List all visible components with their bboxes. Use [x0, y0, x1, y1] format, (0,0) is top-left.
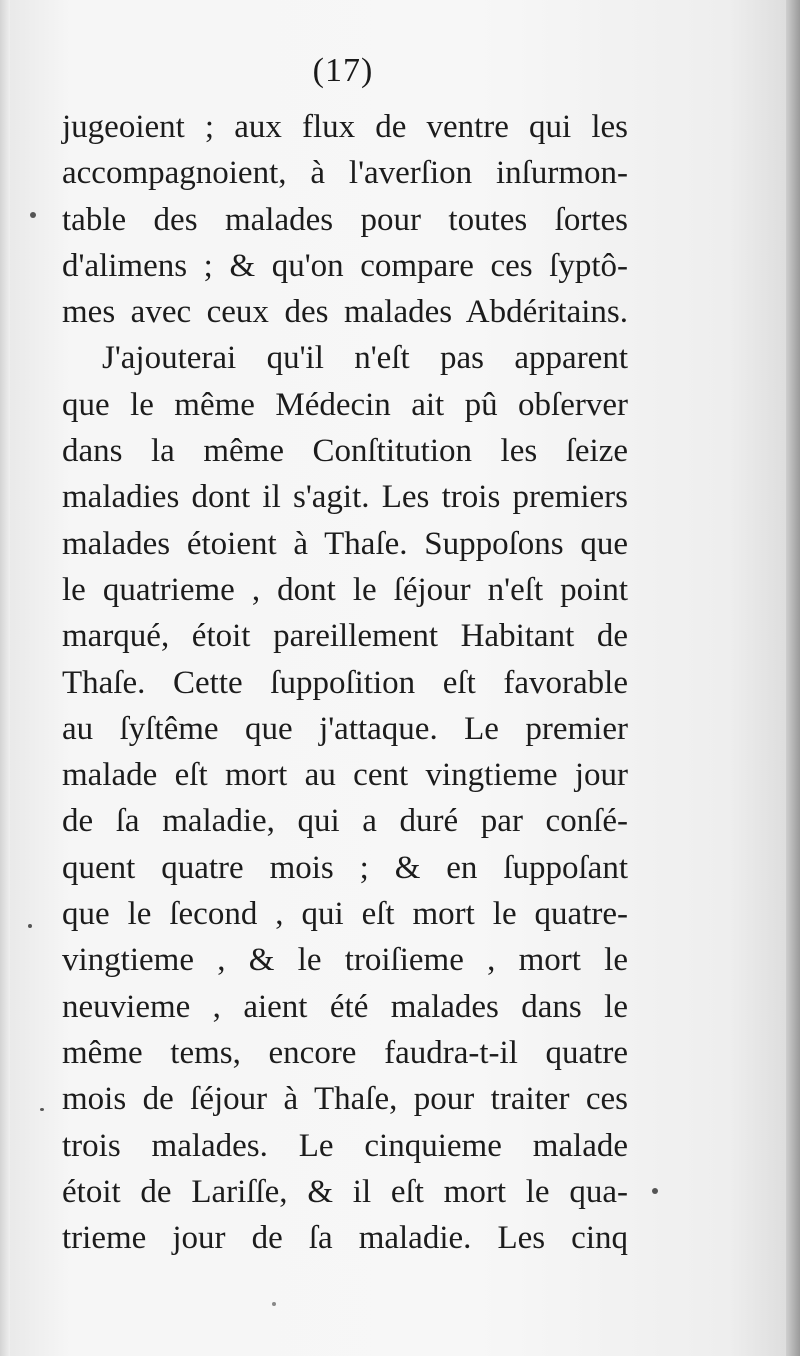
ink-speck — [272, 1302, 276, 1306]
text-line: malades étoient à Thaſe. Suppoſons que — [62, 525, 628, 562]
text-line: malade eſt mort au cent vingtieme jour — [62, 757, 628, 794]
ink-speck — [652, 1188, 658, 1194]
text-line: jugeoient ; aux flux de ventre qui les — [62, 109, 628, 145]
text-line: accompagnoient, à l'averſion inſurmon- — [62, 155, 628, 192]
text-line: même tems, encore faudra-t-il quatre — [62, 1034, 628, 1071]
text-line: que le même Médecin ait pû obſerver — [62, 386, 628, 423]
page-right-edge — [786, 0, 800, 1356]
text-line: marqué, étoit pareillement Habitant de — [62, 618, 628, 655]
ink-speck — [28, 924, 32, 928]
text-line: le quatrieme , dont le ſéjour n'eſt point — [62, 571, 628, 608]
text-line: au ſyſtême que j'attaque. Le premier — [62, 710, 628, 747]
text-line: J'ajouterai qu'il n'eſt pas apparent — [102, 340, 628, 377]
text-line: dans la même Conſtitution les ſeize — [62, 433, 628, 470]
text-line: mes avec ceux des malades Abdéritains. — [62, 294, 628, 331]
text-line: trieme jour de ſa maladie. Les cinq — [62, 1220, 628, 1257]
text-line: d'alimens ; & qu'on compare ces ſyptô- — [62, 247, 628, 284]
text-line: table des malades pour toutes ſortes — [62, 201, 628, 238]
ink-speck — [30, 212, 36, 218]
text-line: maladies dont il s'agit. Les trois premiers — [62, 479, 628, 516]
text-line: trois malades. Le cinquieme malade — [62, 1127, 628, 1164]
page-number: (17) — [312, 52, 374, 89]
text-line: étoit de Lariſſe, & il eſt mort le qua- — [62, 1173, 628, 1210]
text-line: mois de ſéjour à Thaſe, pour traiter ces — [62, 1081, 628, 1118]
text-line: neuvieme , aient été malades dans le — [62, 988, 628, 1025]
text-line: vingtieme , & le troiſieme , mort le — [62, 942, 628, 979]
page-left-edge — [0, 0, 10, 1356]
text-line: quent quatre mois ; & en ſuppoſant — [62, 849, 628, 886]
ink-speck — [40, 1108, 44, 1111]
text-line: de ſa maladie, qui a duré par conſé- — [62, 803, 628, 840]
text-line: Thaſe. Cette ſuppoſition eſt favorable — [62, 664, 628, 701]
body-text — [62, 104, 628, 1261]
text-line: que le ſecond , qui eſt mort le quatre- — [62, 896, 628, 933]
